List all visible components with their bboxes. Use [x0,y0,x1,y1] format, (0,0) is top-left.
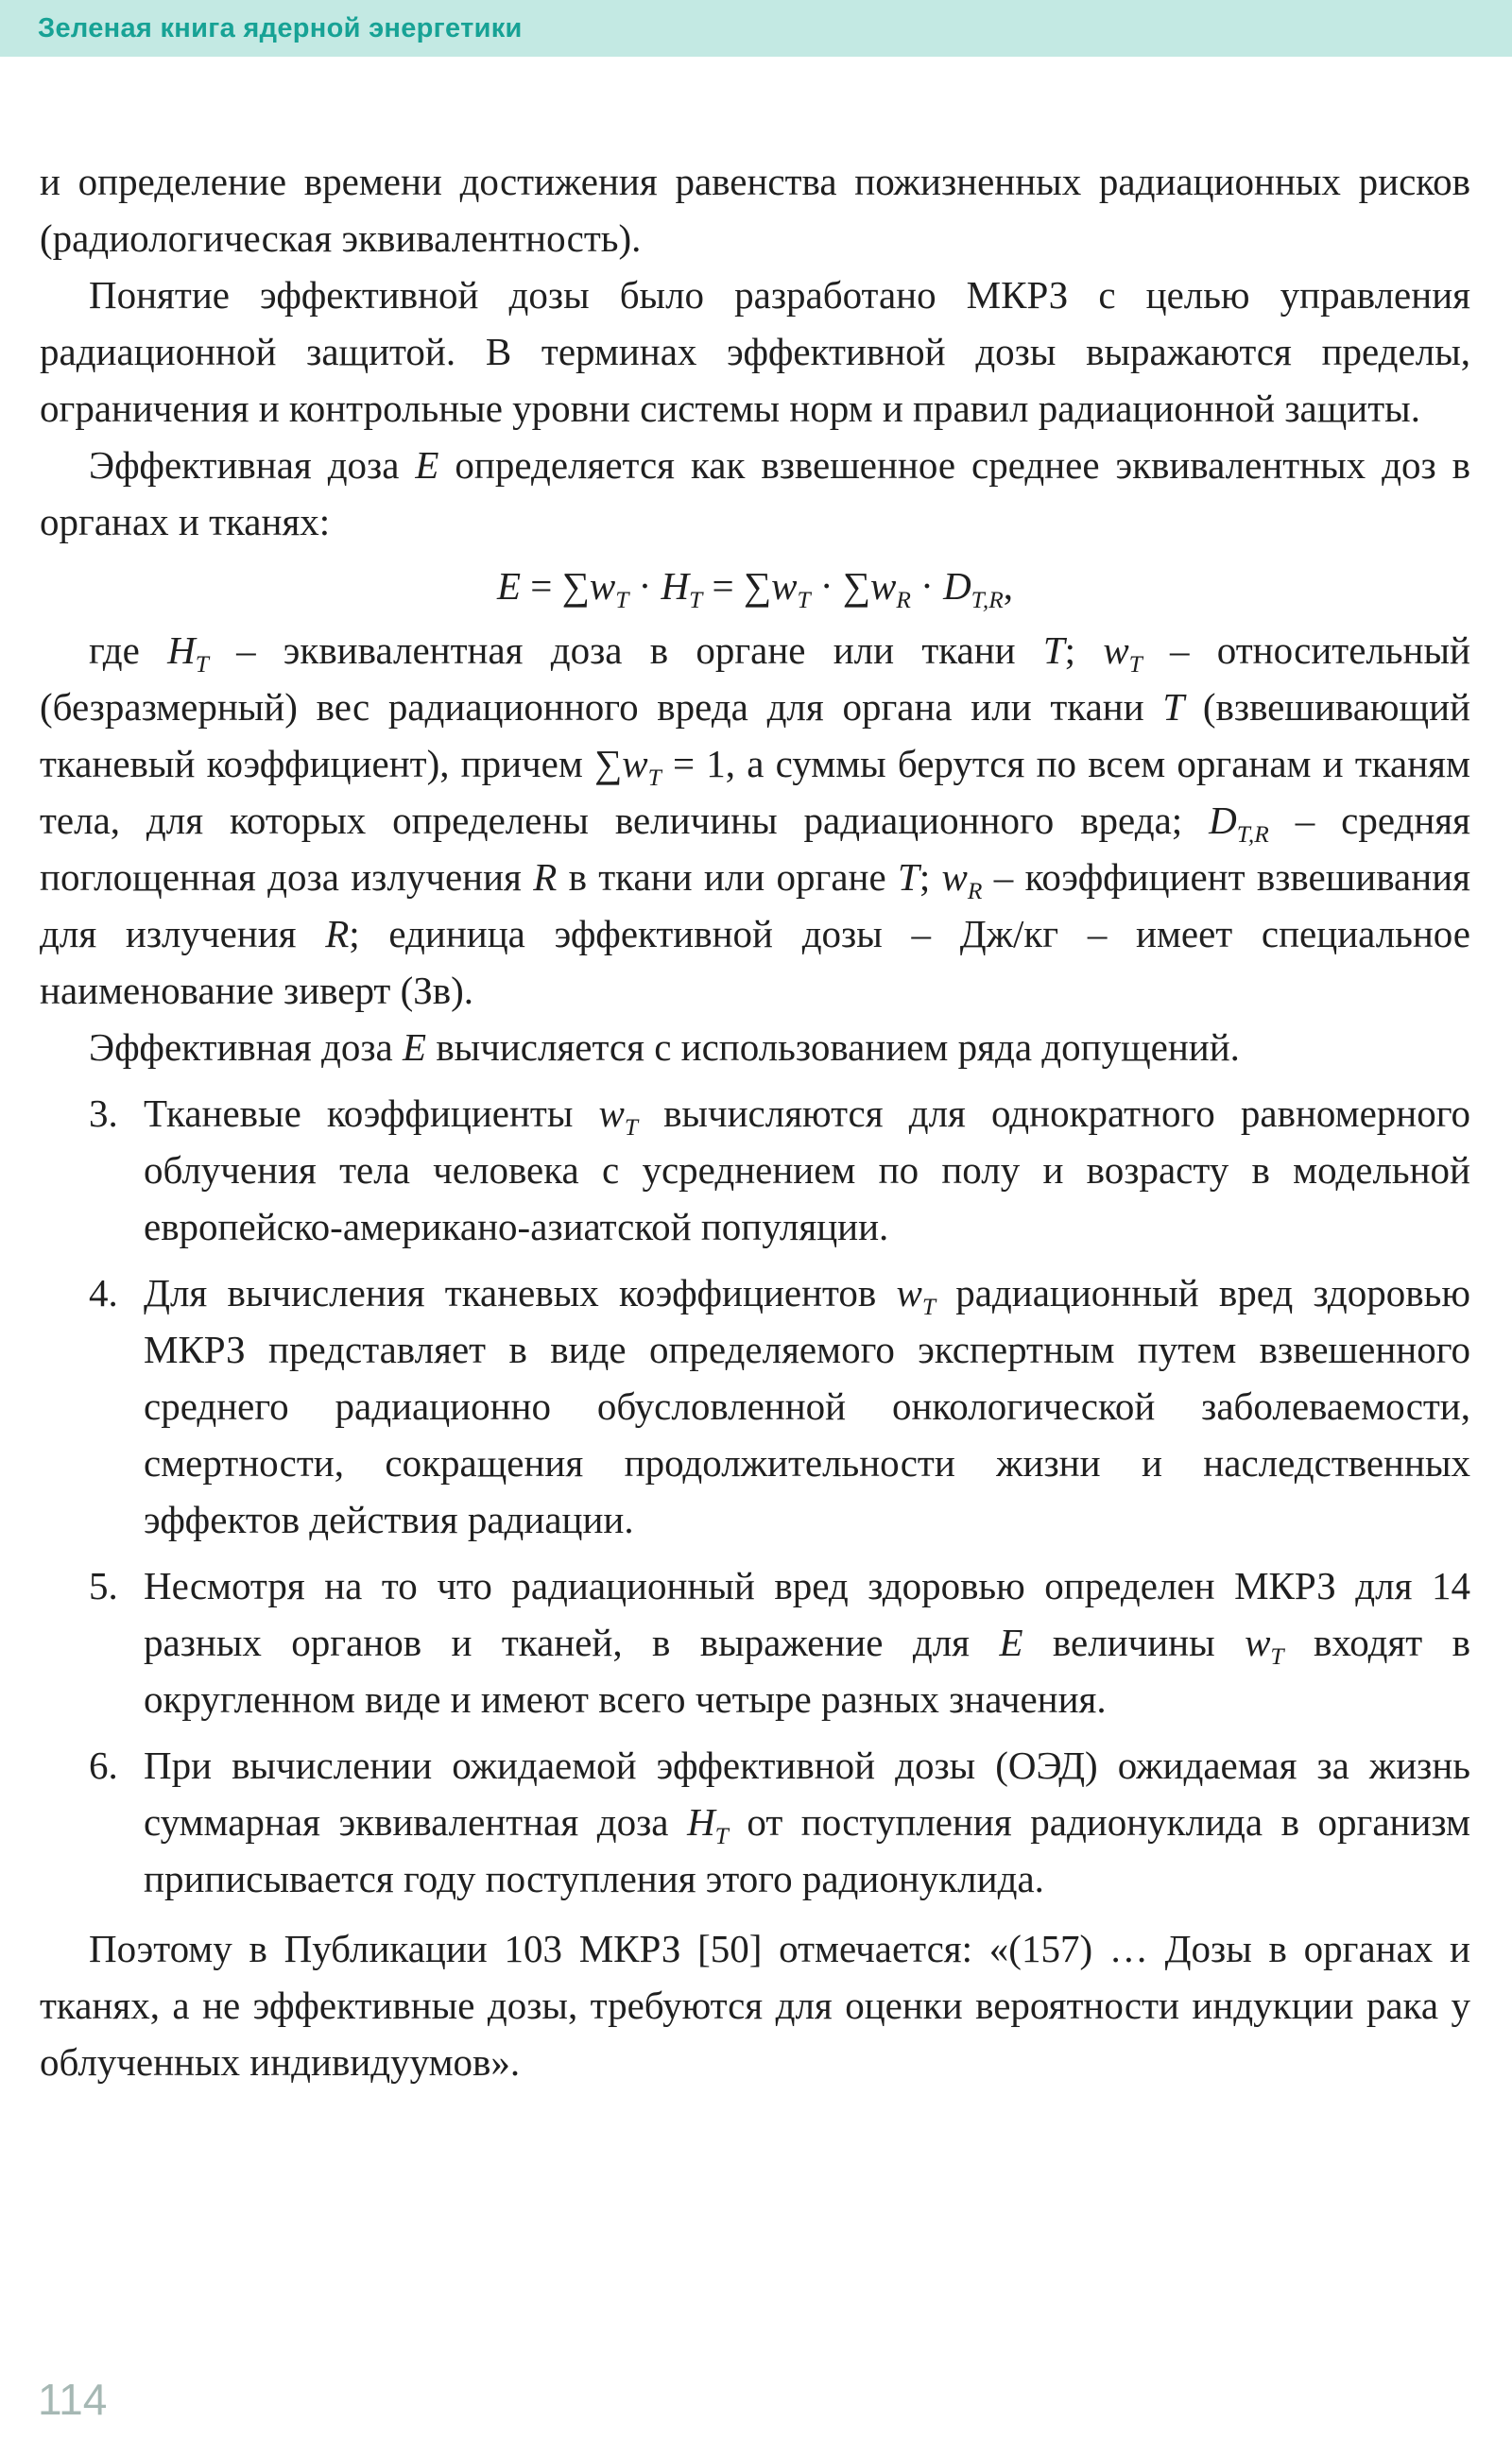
list-item-text: Для вычисления тканевых коэффициентов $w_T$ радиационный вред здоровью МКРЗ представляет в виде определяемого экспертным путем взвешенного среднего радиационно обусловленной онкологической заболеваемости, смертности, сокращения продолжительности жизни и наследственных эффектов действия радиации. [144,1271,1470,1541]
effective-dose-formula: $E = \sum w_T \cdot H_T = \sum w_T \cdot \sum w_R \cdot D_{T,R}$, [496,564,1014,614]
paragraph: где $H_T$ – эквивалентная доза в органе или ткани T; $w_T$ – относительный (безразмерный) вес радиационного вреда для органа или ткани T (взвешивающий тканевый коэффициент), причем $\sum w_T = 1$, а суммы берутся по всем органам и тканям тела, для которых определены величины радиационного вреда; $D_{T,R}$ – средняя поглощенная доза излучения R в ткани или органе T; $w_R$ – коэффициент взвешивания для излучения R; единица эффективной дозы – Дж/кг – имеет специальное наименование зиверт (Зв). [40,628,1471,1012]
list-item-5 [89,1557,1470,1727]
list-item-number: 6. [89,1744,118,1787]
paragraph: Понятие эффективной дозы было разработано МКРЗ с целью управления радиационной защитой. В терминах эффективной дозы выражаются пределы, ограничения и контрольные уровни системы норм и правил радиационной защиты. [40,273,1470,430]
list-item-3 [89,1085,1470,1255]
list-item-text: Тканевые коэффициенты $w_T$ вычисляются для однократного равномерного облучения тела человека с усреднением по полу и возрасту в модельной европейско-американо-азиатской популяции. [144,1091,1470,1248]
page-content [0,57,1512,2090]
list-item-number: 4. [89,1271,118,1314]
list-item-6 [89,1737,1470,1907]
page-header [0,0,1512,57]
list-item-text: При вычислении ожидаемой эффективной дозы (ОЭД) ожидаемая за жизнь суммарная эквивалентная доза $H_T$ от поступления радионуклида в организм приписывается году поступления этого радионуклида. [144,1744,1470,1900]
paragraph: и определение времени достижения равенства пожизненных радиационных рисков (радиологическая эквивалентность). [40,160,1470,260]
paragraph: Эффективная доза E определяется как взвешенное среднее эквивалентных доз в органах и тканях: [40,443,1470,543]
list-item-number: 3. [89,1091,118,1135]
page-number: 114 [38,2375,108,2424]
list-item-4 [89,1264,1470,1548]
book-title: Зеленая книга ядерной энергетики [38,12,523,43]
paragraph: Эффективная доза E вычисляется с использованием ряда допущений. [89,1025,1240,1069]
list-item-text: Несмотря на то что радиационный вред здоровью определен МКРЗ для 14 разных органов и тканей, в выражение для E величины $w_T$ входят в округленном виде и имеют всего четыре разных значения. [144,1564,1470,1721]
list-item-number: 5. [89,1564,118,1607]
paragraph: Поэтому в Публикации 103 МКРЗ [50] отмечается: «(157) … Дозы в органах и тканях, а не эффективные дозы, требуются для оценки вероятности индукции рака у облученных индивидуумов». [40,1927,1470,2084]
